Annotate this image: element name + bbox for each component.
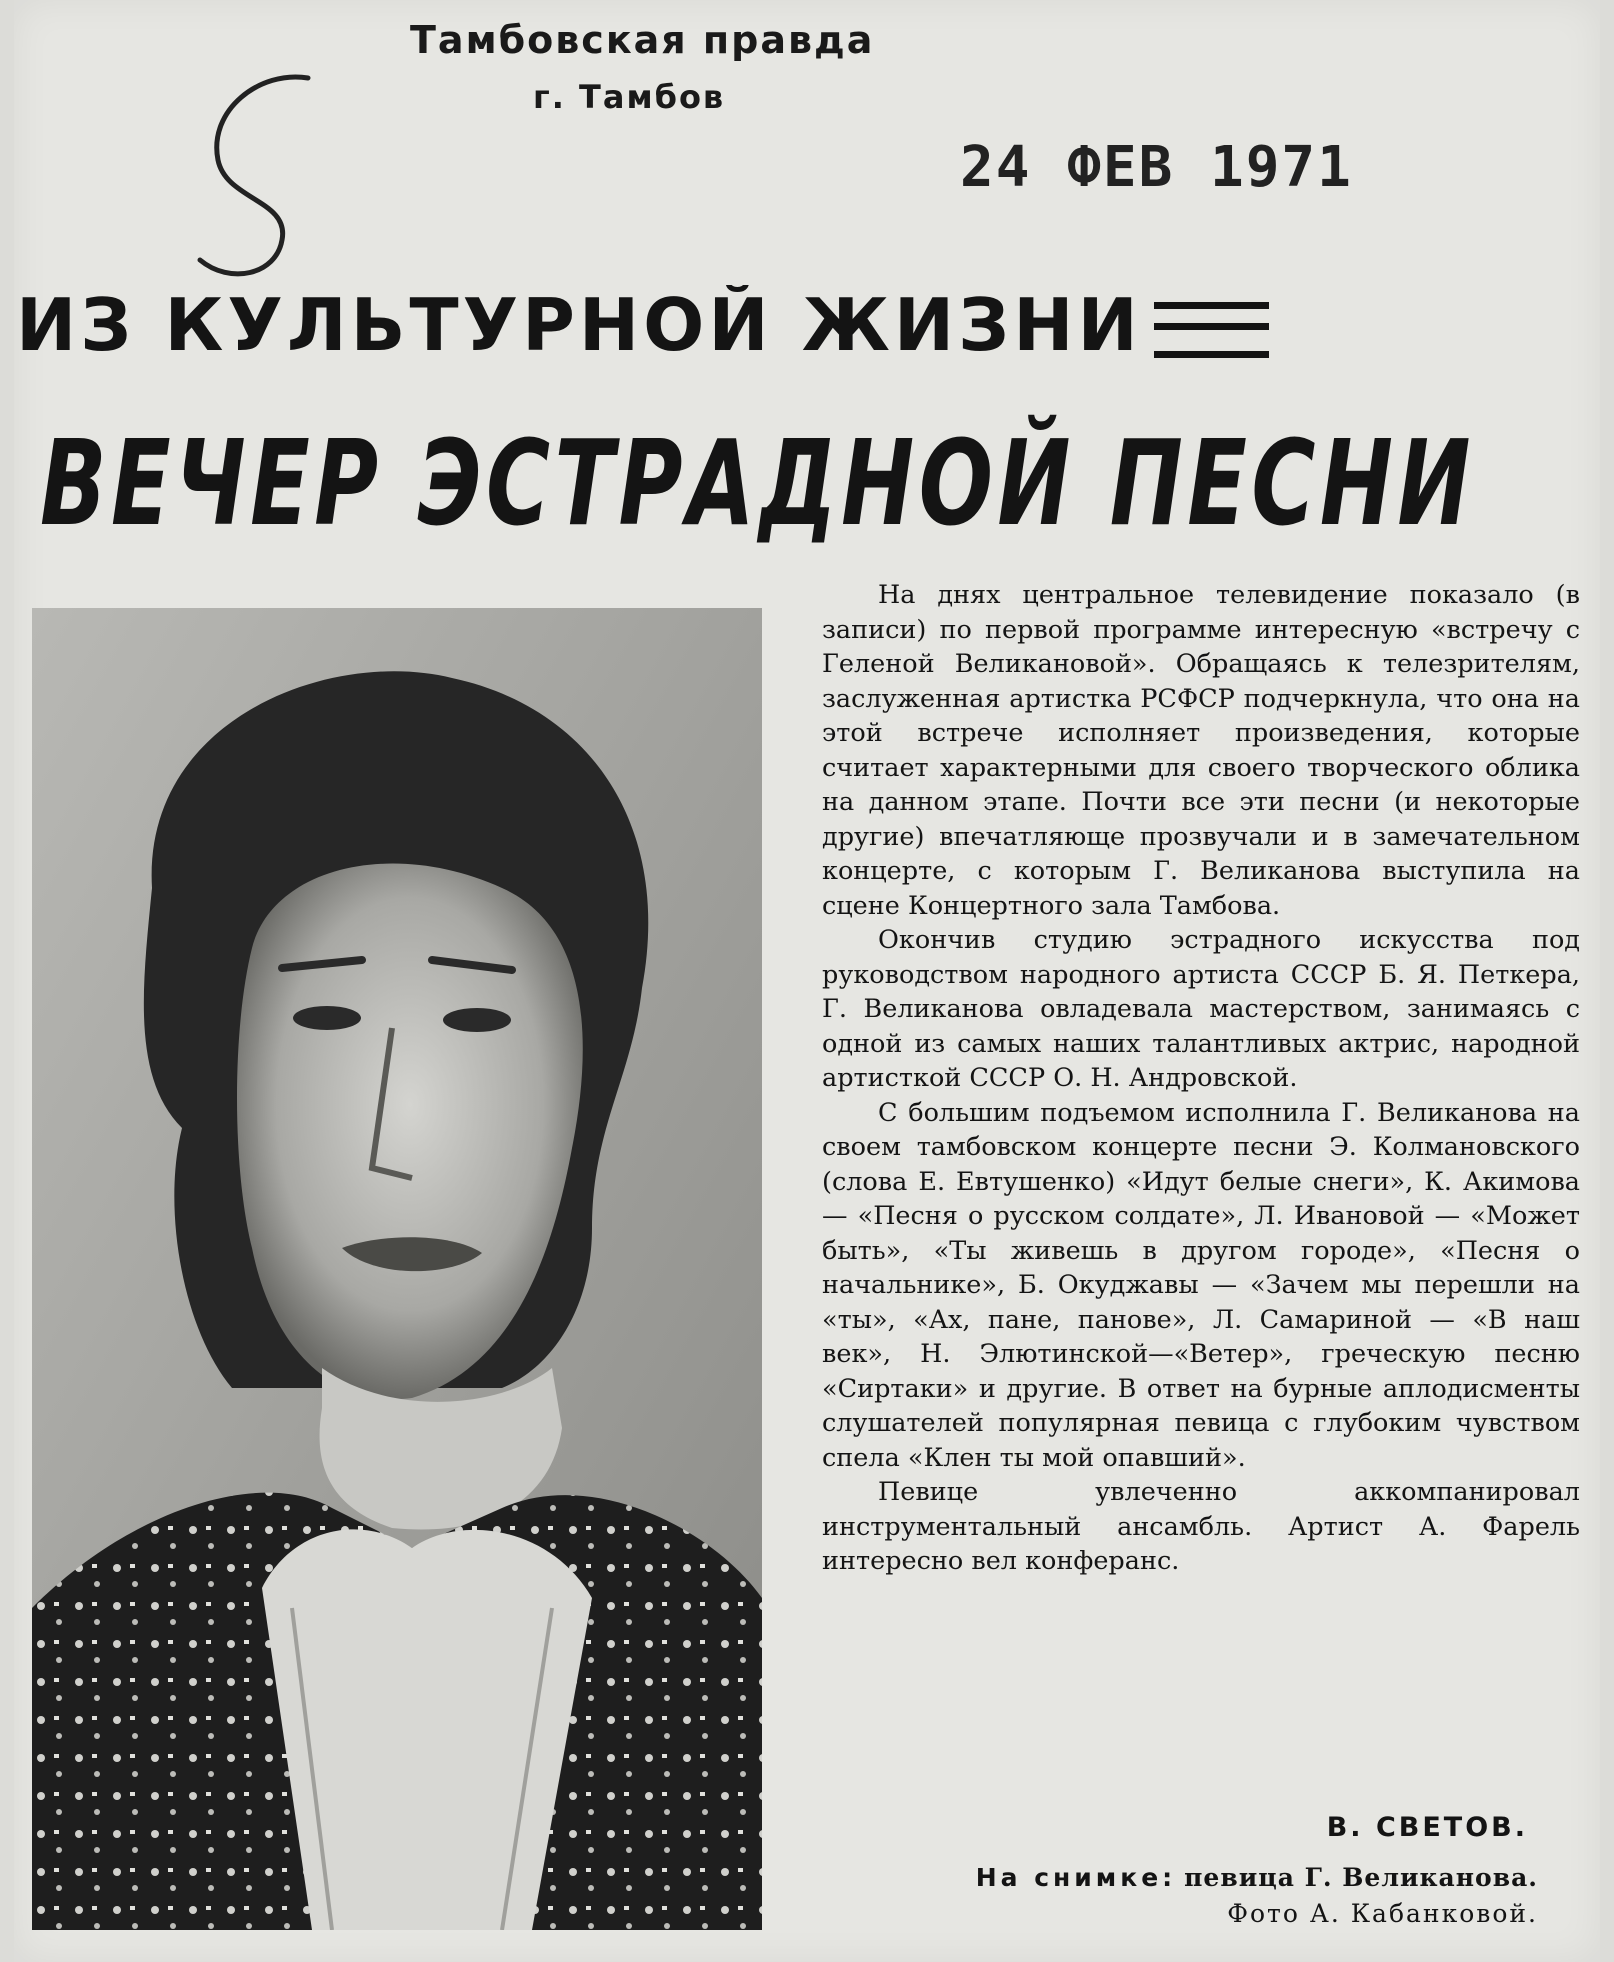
rubric-rule-decoration [1154, 302, 1269, 358]
article-paragraph-1: На днях центральное телевидение показало (в записи) по первой программе интересную «встречу с Геленой Великановой». Обращаясь к телезрителям, заслуженная артистка РСФСР подчеркнула, что она на этой встрече исполняет произведения, которые считает характерными для своего творческого облика на данном этапе. Почти все эти песни (и некоторые другие) впечатляюще прозвучали и в замечательном концерте, с которым Г. Великанова выступила на сцене Концертного зала Тамбова. [822, 580, 1580, 921]
article-headline: ВЕЧЕР ЭСТРАДНОЙ ПЕСНИ [40, 414, 1475, 552]
handwritten-mark-icon [190, 70, 320, 290]
date-stamp: 24 ФЕВ 1971 [960, 135, 1353, 200]
article-paragraph-4: Певице увлеченно аккомпанировал инструментальный ансамбль. Артист А. Фарель интересно вел конферанс. [822, 1477, 1580, 1576]
article-paragraph-2: Окончив студию эстрадного искусства под руководством народного артиста СССР Б. Я. Петкера, Г. Великанова овладевала мастерством, занимаясь с одной из самых наших талантливых актрис, народной артисткой СССР О. Н. Андровской. [822, 925, 1580, 1093]
photo-caption [858, 1860, 1538, 1932]
article-body [822, 578, 1580, 1579]
section-rubric [16, 285, 1596, 365]
caption-lead: На снимке: [975, 1863, 1177, 1892]
portrait-image [32, 608, 762, 1930]
caption-photo-credit: Фото А. Кабанковой. [1227, 1899, 1538, 1928]
caption-subject: певица Г. Великанова. [1184, 1863, 1538, 1892]
masthead-paper-name: Тамбовская правда [410, 18, 875, 62]
masthead-city: г. Тамбов [533, 78, 726, 116]
article-paragraph-3: С большим подъемом исполнила Г. Великанова на своем тамбовском концерте песни Э. Колмановского (слова Е. Евтушенко) «Идут белые снеги», К. Акимова — «Песня о русском солдате», Л. Ивановой — «Может быть», «Ты живешь в другом городе», «Песня о начальнике», Б. Окуджавы — «Зачем мы перешли на «ты», «Ах, пане, панове», Л. Самариной — «В наш век», Н. Элютинской—«Ветер», греческую песню «Сиртаки» и другие. В ответ на бурные аплодисменты слушателей популярная певица с глубоким чувством спела «Клен ты мой опавший». [822, 1097, 1580, 1473]
singer-portrait-photo [32, 608, 762, 1930]
rubric-text: ИЗ КУЛЬТУРНОЙ ЖИЗНИ [16, 285, 1142, 365]
author-signature: В. СВЕТОВ. [1326, 1812, 1528, 1843]
